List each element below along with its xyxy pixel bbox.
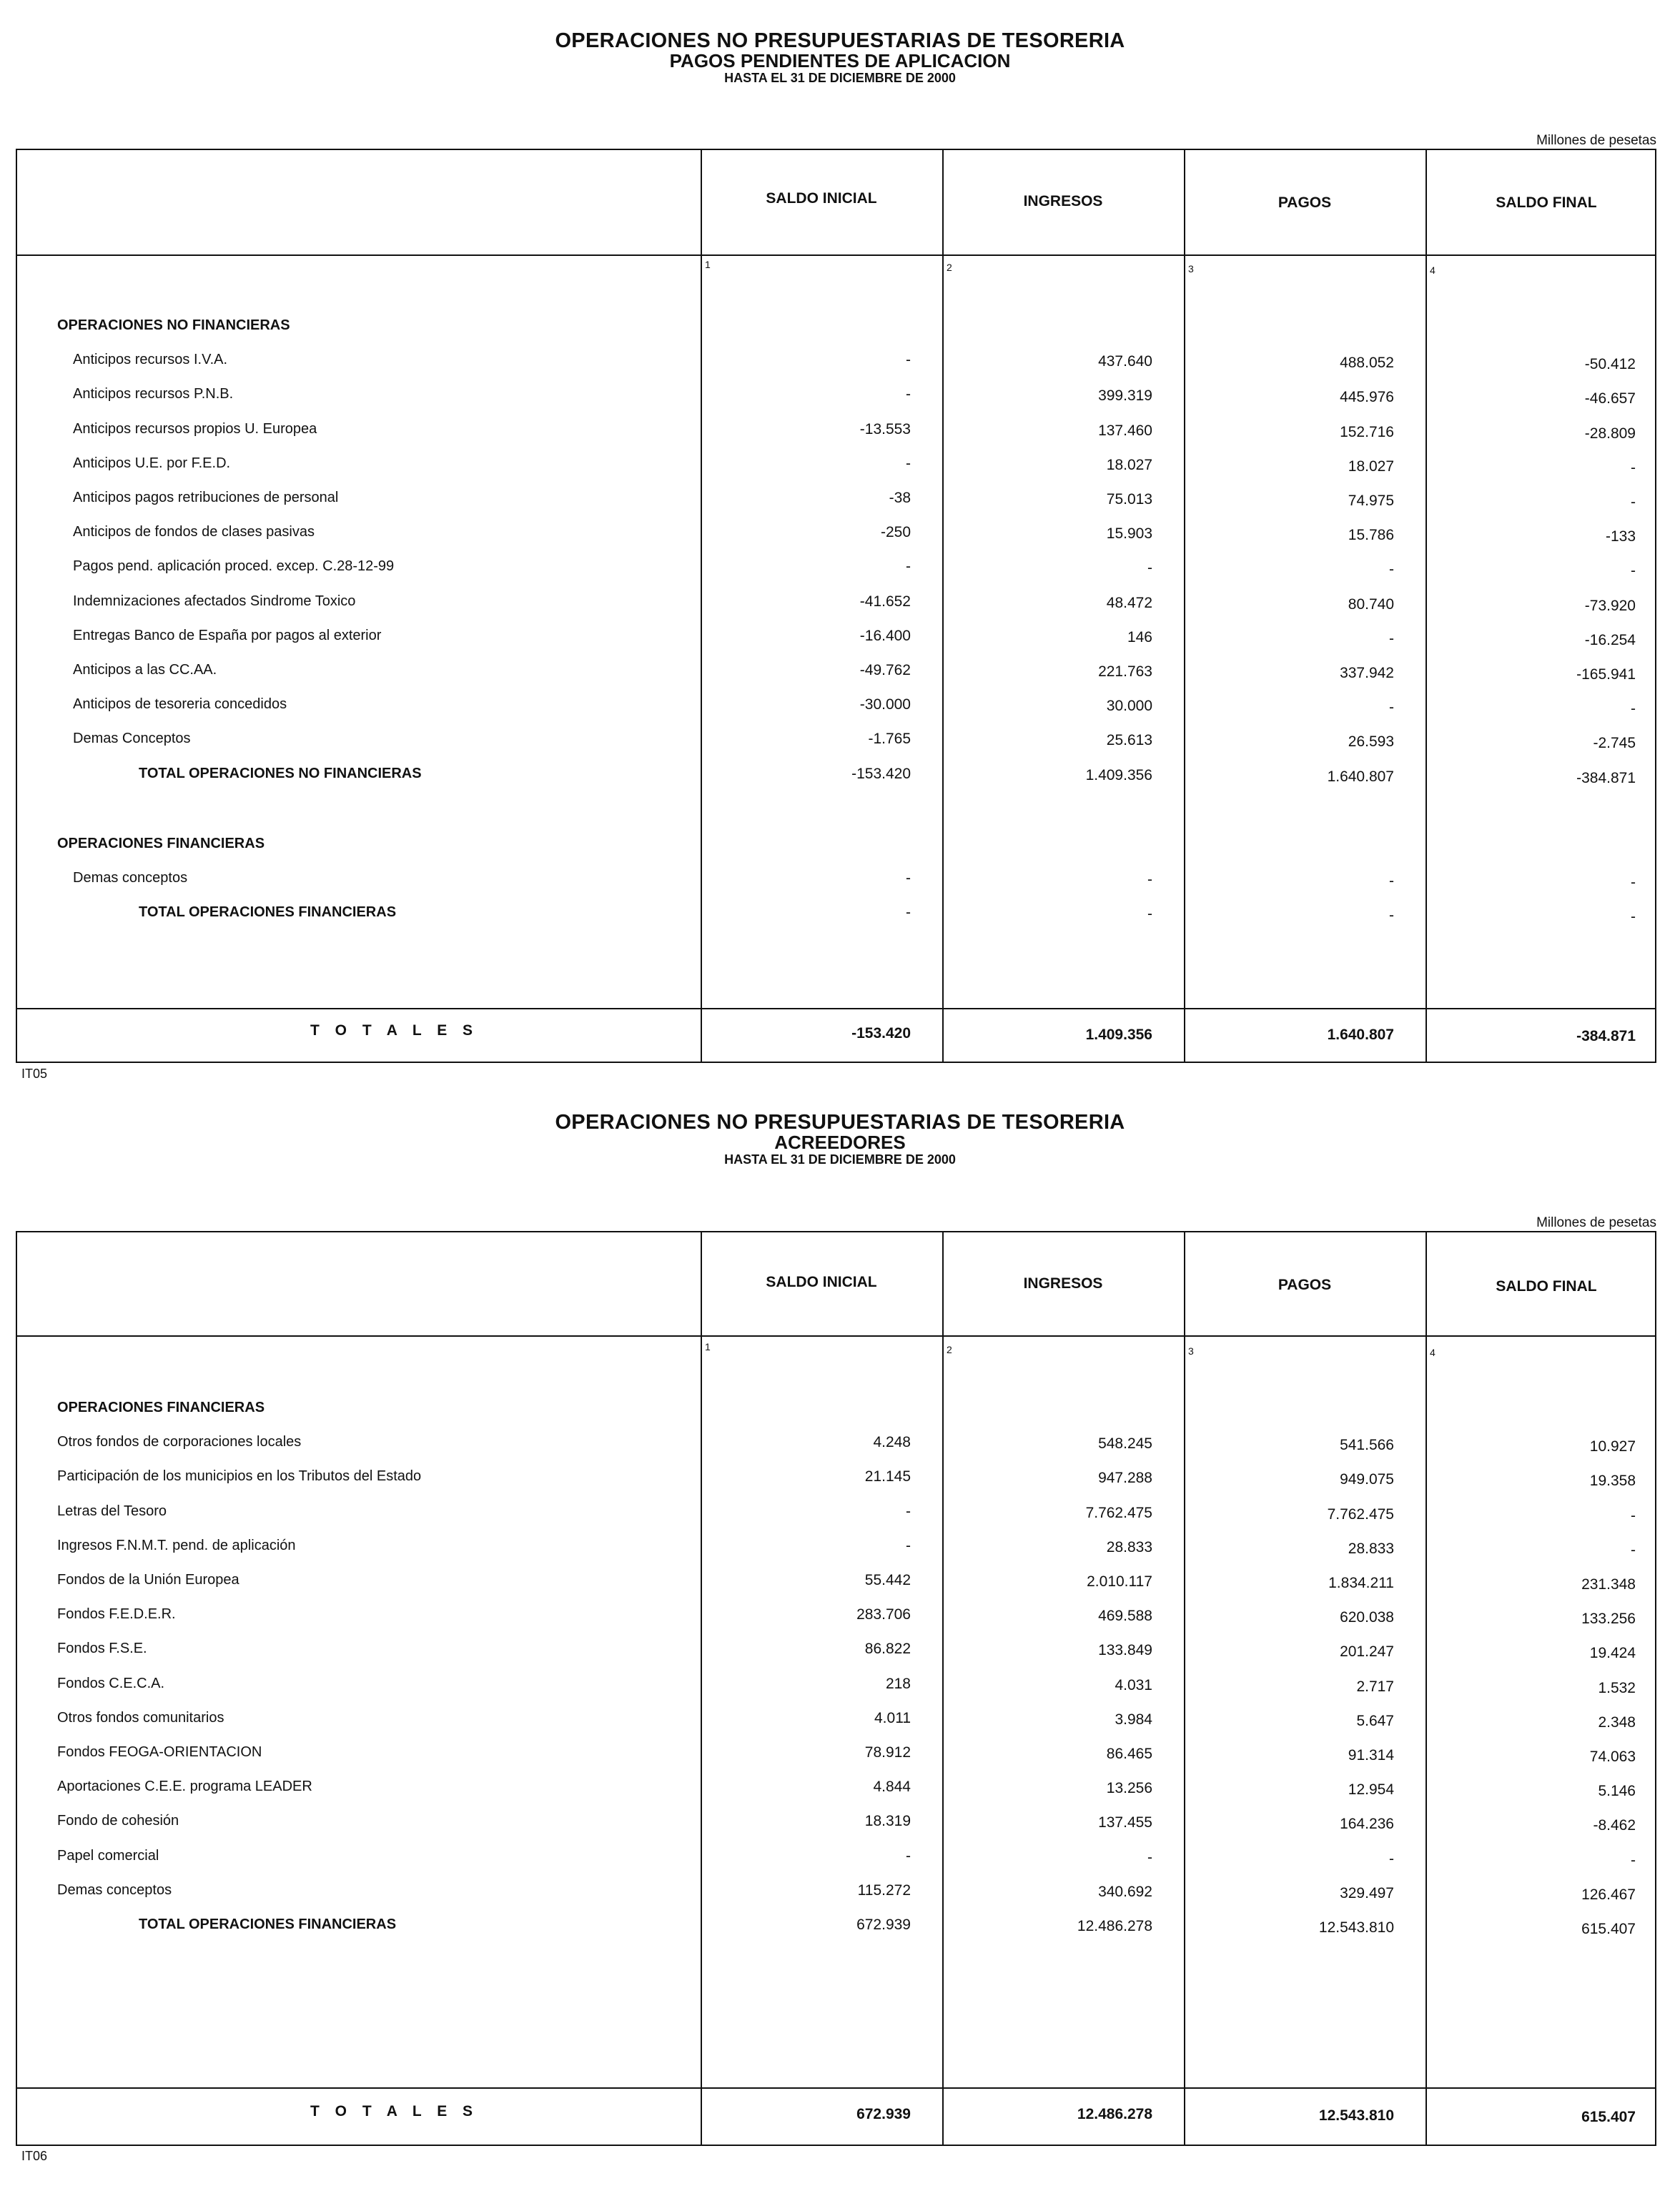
- row-value: 86.465: [1106, 1746, 1152, 1762]
- row-value: -41.652: [859, 593, 911, 610]
- row-label: Demas Conceptos: [73, 731, 191, 747]
- table2-total-saldo-final: 615.407: [1581, 2109, 1636, 2125]
- row-value: 548.245: [1098, 1435, 1152, 1453]
- row-value: 18.027: [1106, 456, 1152, 473]
- row-value: -: [1389, 561, 1394, 578]
- row-label: Anticipos pagos retribuciones de personal: [73, 490, 339, 505]
- row-value: 137.455: [1098, 1814, 1152, 1831]
- row-label: Fondos FEOGA-ORIENTACION: [57, 1744, 262, 1760]
- table2-col-pagos: PAGOS: [1278, 1277, 1332, 1293]
- row-value: 469.588: [1098, 1608, 1152, 1625]
- table-row: [17, 558, 1655, 590]
- table-row: [17, 1710, 1655, 1741]
- row-value: 4.844: [873, 1779, 911, 1796]
- table-row: [17, 1744, 1655, 1776]
- table1: [16, 149, 1656, 1063]
- table2-col-ingresos: INGRESOS: [1023, 1275, 1103, 1292]
- row-value: 3.984: [1115, 1711, 1152, 1728]
- table2-title-block: [0, 1112, 1680, 1167]
- row-value: -: [1147, 560, 1152, 577]
- table-row: [17, 1538, 1655, 1569]
- row-value: 21.145: [864, 1468, 911, 1485]
- row-value: 48.472: [1106, 594, 1152, 611]
- table1-total-pagos: 1.640.807: [1327, 1027, 1394, 1043]
- row-value: -16.400: [859, 627, 911, 644]
- row-value: 28.833: [1348, 1540, 1394, 1557]
- row-value: 86.822: [864, 1641, 911, 1658]
- table2-col-number: 3: [1188, 1345, 1194, 1357]
- row-label: Otros fondos comunitarios: [57, 1709, 224, 1726]
- row-value: -384.871: [1576, 769, 1636, 786]
- row-value: -: [906, 558, 911, 575]
- subtotal-row: [17, 766, 1655, 797]
- table1-total-saldo-inicial: -153.420: [851, 1025, 911, 1042]
- row-value: -: [906, 352, 911, 369]
- row-value: 4.011: [874, 1709, 911, 1726]
- row-value: 4.248: [873, 1434, 911, 1451]
- table-row: [17, 731, 1655, 762]
- table-row: [17, 386, 1655, 417]
- table2-totals-divider: [17, 2087, 1655, 2089]
- table2-col-saldo-final: SALDO FINAL: [1496, 1278, 1597, 1295]
- row-value: -30.000: [859, 696, 911, 713]
- row-value: -1.765: [868, 731, 911, 748]
- row-value: -: [1631, 909, 1636, 926]
- row-value: 30.000: [1106, 698, 1152, 715]
- subtotal-row: [17, 904, 1655, 936]
- table2-date: HASTA EL 31 DE DICIEMBRE DE 2000: [724, 1152, 956, 1167]
- row-value: 399.319: [1098, 387, 1152, 405]
- row-value: -: [1389, 907, 1394, 924]
- table-row: [17, 628, 1655, 659]
- row-value: 133.256: [1581, 1611, 1636, 1628]
- row-value: -16.254: [1584, 631, 1636, 648]
- table-row: [17, 455, 1655, 487]
- row-value: 19.424: [1589, 1645, 1636, 1662]
- table1-col-number: 2: [947, 262, 952, 273]
- row-value: 12.954: [1348, 1781, 1394, 1799]
- table-row: [17, 1503, 1655, 1535]
- table1-col-number: 4: [1430, 264, 1436, 276]
- row-value: -: [1389, 699, 1394, 716]
- row-value: -: [1631, 563, 1636, 580]
- row-value: 80.740: [1348, 595, 1394, 613]
- section-heading-row: [17, 1400, 1655, 1431]
- table-row: [17, 352, 1655, 383]
- table2: [16, 1231, 1656, 2146]
- row-value: 126.467: [1581, 1886, 1636, 1903]
- row-label: Otros fondos de corporaciones locales: [57, 1434, 302, 1450]
- row-value: 231.348: [1581, 1576, 1636, 1593]
- table-row: [17, 1882, 1655, 1914]
- row-label: Aportaciones C.E.E. programa LEADER: [57, 1779, 312, 1795]
- row-value: -: [1631, 1541, 1636, 1558]
- table-row: [17, 696, 1655, 728]
- row-label: Anticipos recursos P.N.B.: [73, 386, 234, 402]
- row-value: 949.075: [1340, 1471, 1394, 1488]
- row-value: 221.763: [1098, 663, 1152, 680]
- row-value: 15.903: [1106, 525, 1152, 543]
- row-value: -73.920: [1584, 597, 1636, 614]
- row-label: Fondos F.E.D.E.R.: [57, 1606, 176, 1623]
- table1-col-number: 3: [1188, 263, 1194, 274]
- table-row: [17, 1606, 1655, 1638]
- row-value: 137.460: [1098, 422, 1152, 439]
- row-value: -: [906, 1503, 911, 1520]
- row-value: -: [906, 386, 911, 403]
- table-row: [17, 524, 1655, 555]
- row-value: -13.553: [859, 420, 911, 437]
- table2-col-number: 1: [705, 1341, 711, 1352]
- row-value: 152.716: [1340, 423, 1394, 440]
- table2-total-saldo-inicial: 672.939: [856, 2106, 911, 2122]
- row-value: 18.319: [864, 1813, 911, 1830]
- table1-col-saldo-final: SALDO FINAL: [1496, 194, 1597, 211]
- table1-date: HASTA EL 31 DE DICIEMBRE DE 2000: [724, 71, 956, 85]
- table2-col-saldo-inicial: SALDO INICIAL: [766, 1274, 877, 1290]
- row-value: -: [1147, 1849, 1152, 1866]
- table-row: [17, 421, 1655, 452]
- row-label: TOTAL OPERACIONES NO FINANCIERAS: [139, 765, 422, 781]
- row-value: 91.314: [1348, 1747, 1394, 1764]
- row-value: 445.976: [1340, 389, 1394, 406]
- row-label: Fondos C.E.C.A.: [57, 1675, 165, 1691]
- row-value: 337.942: [1340, 665, 1394, 681]
- row-label: TOTAL OPERACIONES FINANCIERAS: [139, 1916, 397, 1932]
- row-value: 2.348: [1598, 1713, 1636, 1731]
- row-value: 7.762.475: [1327, 1505, 1394, 1523]
- row-value: -133: [1605, 528, 1636, 545]
- row-value: 340.692: [1098, 1883, 1152, 1900]
- row-label: Anticipos recursos propios U. Europea: [73, 420, 317, 437]
- row-value: -: [1389, 630, 1394, 647]
- row-value: 18.027: [1348, 458, 1394, 475]
- row-label: Entregas Banco de España por pagos al exterior: [73, 627, 382, 643]
- row-value: 1.409.356: [1085, 766, 1152, 783]
- row-value: -: [906, 904, 911, 921]
- row-value: -38: [889, 490, 911, 506]
- row-label: Indemnizaciones afectados Sindrome Toxico: [73, 593, 356, 609]
- row-value: 541.566: [1340, 1437, 1394, 1454]
- row-value: 13.256: [1106, 1780, 1152, 1797]
- row-value: 329.497: [1340, 1884, 1394, 1901]
- row-value: 7.762.475: [1085, 1504, 1152, 1521]
- table-row: [17, 1434, 1655, 1465]
- row-value: 115.272: [857, 1881, 911, 1899]
- row-value: 947.288: [1098, 1470, 1152, 1487]
- row-value: -: [1631, 1851, 1636, 1869]
- row-value: -: [906, 1847, 911, 1864]
- row-value: -: [1631, 874, 1636, 891]
- row-value: 218: [885, 1675, 911, 1692]
- row-label: Fondos de la Unión Europea: [57, 1572, 239, 1588]
- row-value: 615.407: [1581, 1921, 1636, 1937]
- row-value: -49.762: [859, 662, 911, 678]
- section-heading-row: [17, 317, 1655, 349]
- row-value: -165.941: [1576, 666, 1636, 683]
- row-label: Letras del Tesoro: [57, 1503, 167, 1519]
- row-label: Demas conceptos: [57, 1881, 172, 1898]
- row-label: Fondos F.S.E.: [57, 1641, 147, 1657]
- table-row: [17, 1676, 1655, 1707]
- row-label: Demas conceptos: [73, 870, 188, 886]
- row-value: 2.010.117: [1087, 1573, 1152, 1590]
- row-value: -: [1389, 873, 1394, 889]
- row-label: OPERACIONES NO FINANCIERAS: [57, 317, 290, 333]
- row-label: Anticipos recursos I.V.A.: [73, 352, 228, 368]
- row-value: 19.358: [1589, 1473, 1636, 1490]
- row-label: Fondo de cohesión: [57, 1813, 179, 1829]
- row-value: -153.420: [851, 765, 911, 782]
- row-value: -: [1631, 494, 1636, 510]
- row-value: -: [906, 1537, 911, 1554]
- row-value: -: [1631, 459, 1636, 476]
- row-value: 201.247: [1340, 1643, 1394, 1661]
- row-value: 2.717: [1356, 1678, 1394, 1695]
- row-value: 146: [1127, 628, 1152, 646]
- row-value: -28.809: [1584, 425, 1636, 442]
- row-value: 75.013: [1106, 491, 1152, 508]
- table-row: [17, 1572, 1655, 1603]
- row-label: OPERACIONES FINANCIERAS: [57, 835, 265, 851]
- section-heading-row: [17, 836, 1655, 867]
- row-value: -250: [880, 524, 911, 541]
- table1-total-ingresos: 1.409.356: [1085, 1027, 1152, 1043]
- row-value: 5.647: [1356, 1712, 1394, 1729]
- table1-totals-divider: [17, 1008, 1655, 1009]
- row-value: 283.706: [856, 1606, 911, 1623]
- table1-col-saldo-inicial: SALDO INICIAL: [766, 190, 877, 207]
- row-value: 164.236: [1340, 1816, 1394, 1833]
- table1-subtitle: PAGOS PENDIENTES DE APLICACION: [669, 50, 1011, 71]
- row-label: TOTAL OPERACIONES FINANCIERAS: [139, 904, 397, 921]
- row-value: 5.146: [1598, 1783, 1636, 1800]
- subtotal-row: [17, 1916, 1655, 1948]
- row-value: 26.593: [1348, 733, 1394, 751]
- table2-totals-label: T O T A L E S: [310, 2103, 479, 2120]
- table-row: [17, 1848, 1655, 1879]
- row-label: Pagos pend. aplicación proced. excep. C.28-12-99: [73, 558, 395, 575]
- row-value: -: [1631, 1507, 1636, 1524]
- row-value: 74.975: [1348, 493, 1394, 509]
- table-row: [17, 1468, 1655, 1500]
- row-value: 15.786: [1348, 527, 1394, 544]
- row-value: 4.031: [1115, 1676, 1152, 1693]
- row-value: 28.833: [1106, 1538, 1152, 1556]
- row-value: 74.063: [1589, 1749, 1636, 1765]
- table1-title: OPERACIONES NO PRESUPUESTARIAS DE TESORERIA: [555, 29, 1125, 52]
- table-row: [17, 490, 1655, 521]
- row-value: 1.834.211: [1328, 1575, 1394, 1591]
- row-label: Anticipos de tesoreria concedidos: [73, 696, 287, 713]
- row-value: 12.486.278: [1077, 1918, 1152, 1934]
- row-value: 25.613: [1106, 732, 1152, 749]
- table2-header-divider: [17, 1335, 1655, 1337]
- table1-header-divider: [17, 254, 1655, 256]
- row-value: 620.038: [1340, 1609, 1394, 1626]
- row-label: Participación de los municipios en los Tributos del Estado: [57, 1468, 422, 1485]
- table2-title: OPERACIONES NO PRESUPUESTARIAS DE TESORERIA: [555, 1111, 1125, 1134]
- row-value: -50.412: [1584, 356, 1636, 373]
- row-value: -: [906, 455, 911, 472]
- row-label: Anticipos a las CC.AA.: [73, 662, 217, 678]
- row-value: 1.640.807: [1327, 768, 1394, 785]
- row-value: 437.640: [1098, 353, 1152, 370]
- table-row: [17, 1641, 1655, 1672]
- table2-total-ingresos: 12.486.278: [1077, 2106, 1152, 2122]
- row-label: Ingresos F.N.M.T. pend. de aplicación: [57, 1537, 296, 1553]
- table1-units: Millones de pesetas: [1536, 133, 1656, 148]
- table1-col-number: 1: [705, 259, 711, 270]
- row-value: 672.939: [856, 1916, 911, 1933]
- row-value: 133.849: [1098, 1642, 1152, 1659]
- table2-col-number: 4: [1430, 1347, 1436, 1358]
- row-label: Anticipos de fondos de clases pasivas: [73, 524, 315, 540]
- table1-col-ingresos: INGRESOS: [1023, 193, 1103, 209]
- table2-col-number: 2: [947, 1344, 952, 1355]
- table1-totals-label: T O T A L E S: [310, 1022, 479, 1039]
- row-value: -2.745: [1593, 735, 1636, 752]
- row-value: -46.657: [1584, 390, 1636, 407]
- row-value: 10.927: [1589, 1438, 1636, 1455]
- table-row: [17, 593, 1655, 625]
- row-value: -: [1631, 701, 1636, 718]
- table2-subtitle: ACREEDORES: [774, 1132, 906, 1153]
- row-value: -: [1389, 1850, 1394, 1867]
- table2-code: IT06: [21, 2149, 48, 2163]
- row-value: 55.442: [864, 1572, 911, 1588]
- table-row: [17, 870, 1655, 901]
- row-value: 488.052: [1340, 355, 1394, 372]
- table2-total-pagos: 12.543.810: [1318, 2107, 1394, 2124]
- table1-title-block: [0, 30, 1680, 86]
- table1-code: IT05: [21, 1067, 48, 1081]
- row-value: 1.532: [1598, 1679, 1636, 1696]
- table-row: [17, 662, 1655, 693]
- table2-units: Millones de pesetas: [1536, 1215, 1656, 1230]
- row-value: -: [906, 870, 911, 886]
- row-value: 78.912: [864, 1744, 911, 1761]
- row-value: -: [1147, 871, 1152, 888]
- row-label: Papel comercial: [57, 1847, 159, 1864]
- row-value: 12.543.810: [1318, 1919, 1394, 1936]
- table1-col-pagos: PAGOS: [1278, 194, 1332, 211]
- row-label: Anticipos U.E. por F.E.D.: [73, 455, 231, 471]
- row-label: OPERACIONES FINANCIERAS: [57, 1400, 265, 1415]
- table-row: [17, 1813, 1655, 1844]
- table1-total-saldo-final: -384.871: [1576, 1028, 1636, 1044]
- row-value: -: [1147, 906, 1152, 923]
- row-value: -8.462: [1593, 1817, 1636, 1834]
- table-row: [17, 1779, 1655, 1810]
